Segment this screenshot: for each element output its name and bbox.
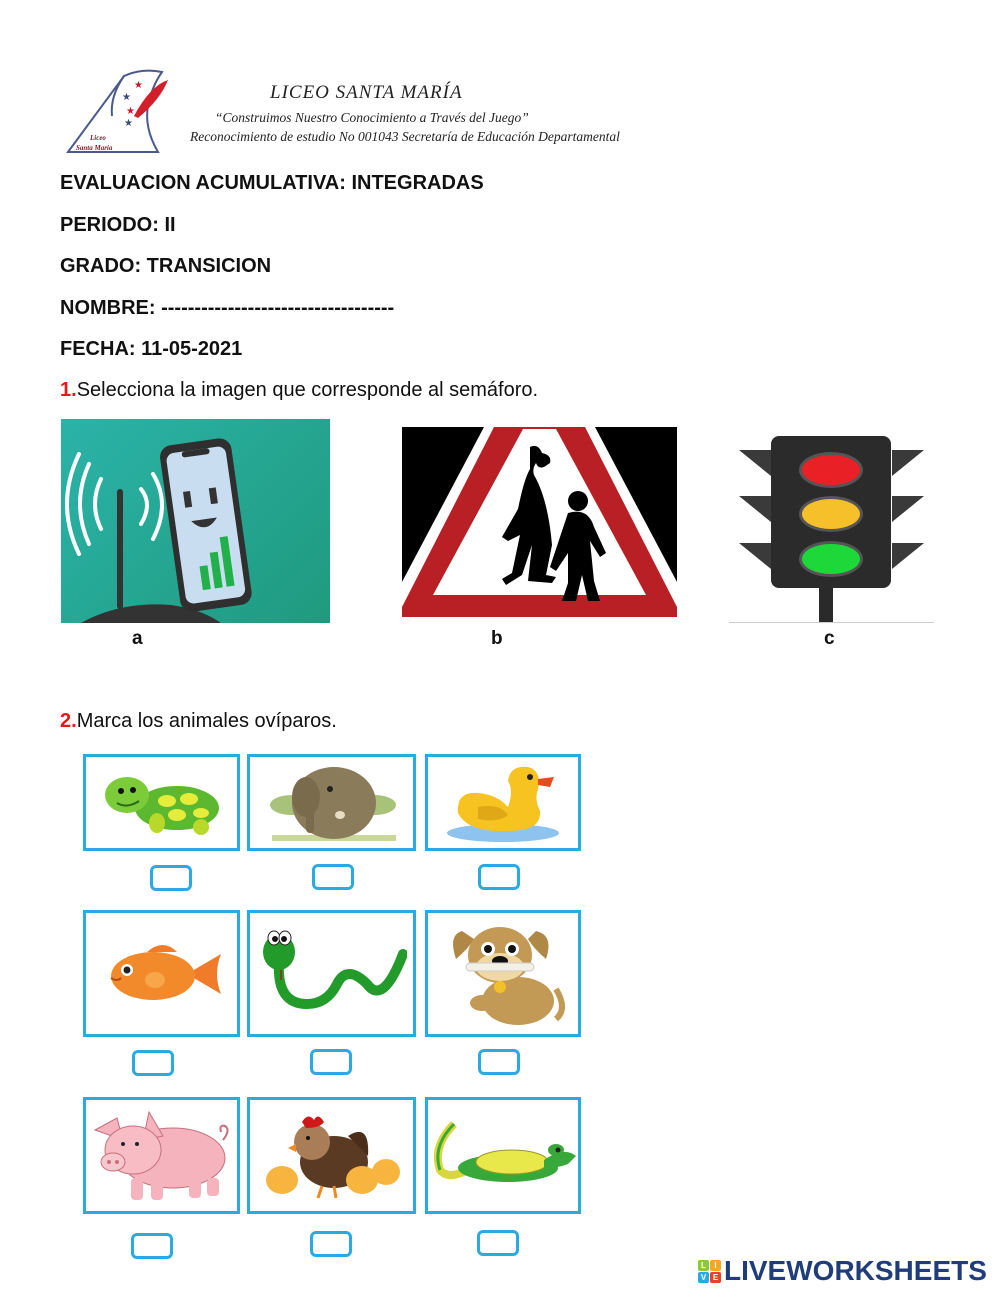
pig-icon [89,1106,234,1206]
option-c-label: c [824,628,835,649]
checkbox-fish[interactable] [132,1050,174,1076]
checkbox-crocodile[interactable] [477,1230,519,1256]
animal-card-snake [247,910,416,1037]
option-a-label: a [132,628,143,649]
fish-icon [97,934,227,1014]
school-logo [62,66,172,158]
duck-icon [438,763,568,843]
checkbox-dog[interactable] [478,1049,520,1075]
crocodile-icon [428,1106,578,1206]
dog-icon [438,919,568,1029]
svg-text:Liceo: Liceo [90,134,106,142]
question-2 [60,710,337,733]
school-recognition: Reconocimiento de estudio No 001043 Secretaría de Educación Departamental [190,129,620,144]
elephant-icon [262,763,402,843]
brand-text: LIVEWORKSHEETS [724,1255,987,1286]
animal-card-pig [83,1097,240,1214]
question-2-text: Marca los animales ovíparos. [76,710,337,732]
svg-text:★: ★ [134,80,143,91]
animal-card-fish [83,910,240,1037]
checkbox-pig[interactable] [131,1233,173,1259]
evaluation-title: EVALUACION ACUMULATIVA: INTEGRADAS [60,172,484,194]
hen-with-chicks-icon [262,1106,402,1206]
school-name: LICEO SANTA MARÍA [270,82,463,103]
svg-text:★: ★ [124,118,133,129]
question-1-number: 1. [60,379,77,401]
animal-card-crocodile [425,1097,581,1214]
snake-icon [257,924,407,1024]
turtle-icon [97,763,227,843]
date-line: FECHA: 11-05-2021 [60,338,243,360]
svg-text:★: ★ [126,106,135,117]
brand-letter-e: E [710,1272,721,1283]
option-b-label: b [491,628,503,649]
phone-signal-icon [61,419,330,623]
brand-letter-i: I [710,1260,721,1271]
checkbox-elephant[interactable] [312,864,354,890]
question-1-text: Selecciona la imagen que corresponde al semáforo. [76,379,539,401]
animal-card-duck [425,754,581,851]
option-c-image[interactable] [729,428,934,623]
checkbox-duck[interactable] [478,864,520,890]
school-motto: “Construimos Nuestro Conocimiento a Través del Juego” [215,110,529,125]
animal-card-hen [247,1097,416,1214]
option-a-image[interactable] [61,419,330,623]
checkbox-snake[interactable] [310,1049,352,1075]
svg-text:★: ★ [122,92,131,103]
brand-letter-v: V [698,1272,709,1283]
svg-text:Santa Maria: Santa Maria [76,144,113,152]
checkbox-turtle[interactable] [150,865,192,891]
question-1 [60,379,538,402]
option-b-image[interactable] [402,427,677,617]
liveworksheets-logo [698,1255,987,1287]
traffic-light-icon [729,428,934,623]
question-2-number: 2. [60,710,77,732]
checkbox-hen[interactable] [310,1231,352,1257]
children-crossing-icon [402,427,677,617]
animal-card-turtle [83,754,240,851]
animal-card-elephant [247,754,416,851]
animal-card-dog [425,910,581,1037]
grade-line: GRADO: TRANSICION [60,255,272,277]
name-line: NOMBRE: ----------------------------------- [60,297,395,319]
period-line: PERIODO: II [60,214,176,236]
live-blocks-icon [698,1260,721,1283]
brand-letter-l: L [698,1260,709,1271]
